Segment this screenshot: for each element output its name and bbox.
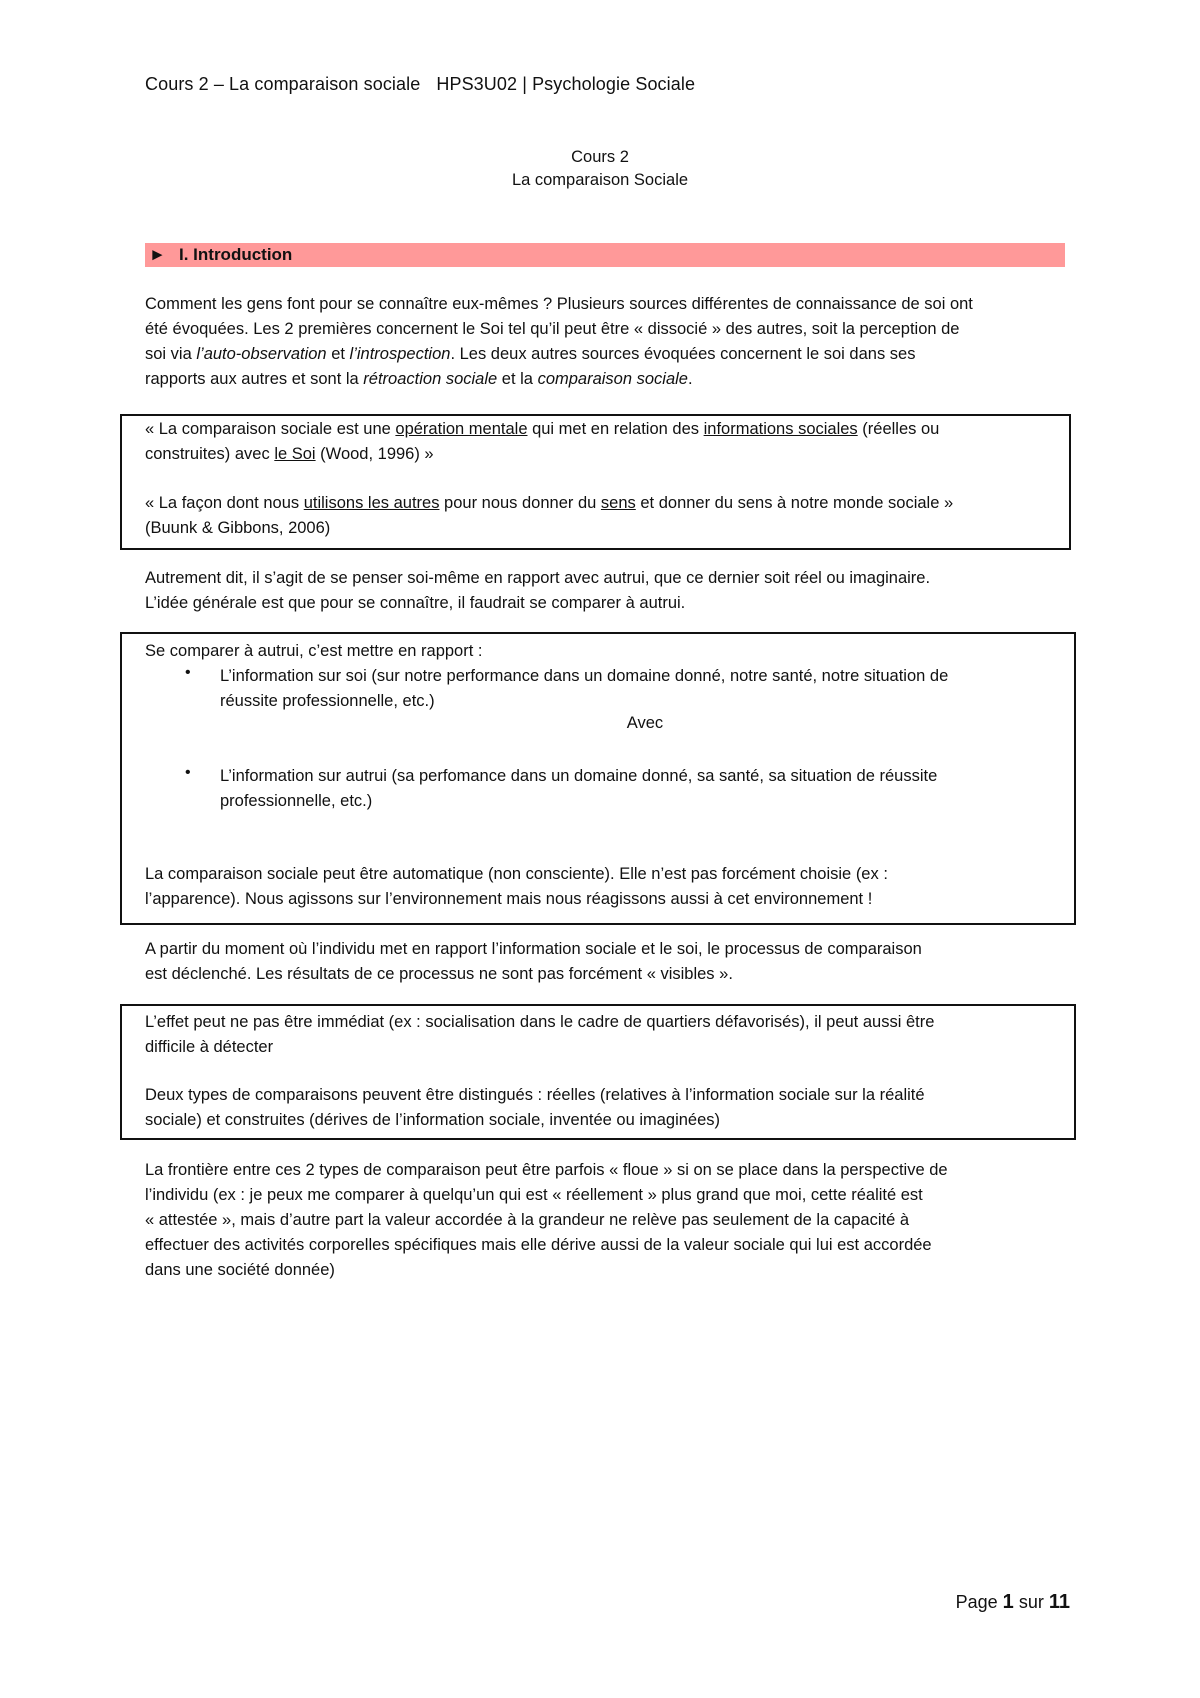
text-line: été évoquées. Les 2 premières concernent le Soi tel qu’il peut être « dissocié » des autres, soit la perception de — [145, 320, 960, 338]
avec-label: Avec — [626, 714, 664, 732]
page-number: Page 1 sur 11 — [955, 1591, 1070, 1613]
section-heading — [145, 243, 1065, 267]
header-course: Cours 2 – La comparaison sociale — [145, 74, 421, 94]
text-line: « attestée », mais d’autre part la valeur accordée à la grandeur ne relève pas seulement de la capacité à — [145, 1211, 910, 1229]
bullet-icon: • — [185, 664, 191, 681]
bullet-icon: • — [185, 764, 191, 781]
comparison-automatic-note: La comparaison sociale peut être automatique (non consciente). Elle n’est pas forcément choisie (ex : l’apparence). Nous agissons sur l’environnement mais nous réagissons aussi à cet environnement ! — [145, 865, 888, 908]
paragraph-3 — [145, 937, 1080, 987]
doc-title-line1: Cours 2 — [571, 148, 629, 166]
paragraph-2 — [145, 566, 1080, 616]
text-line: Comment les gens font pour se connaître eux-mêmes ? Plusieurs sources différentes de connaissance de soi ont — [145, 295, 973, 313]
text-line: est déclenché. Les résultats de ce processus ne sont pas forcément « visibles ». — [145, 965, 733, 983]
text-line: L’idée générale est que pour se connaître, il faudrait se comparer à autrui. — [145, 594, 686, 612]
intro-paragraph — [145, 292, 1080, 392]
text-line: soi via l’auto-observation et l’introspection. Les deux autres sources évoquées concernent le soi dans ses — [145, 345, 916, 363]
text-line: A partir du moment où l’individu met en rapport l’information sociale et le soi, le processus de comparaison — [145, 940, 922, 958]
bullet-self-info: L’information sur soi (sur notre performance dans un domaine donné, notre santé, notre situation de réussite professionnelle, etc.) — [220, 667, 949, 710]
text-line: rapports aux autres et sont la rétroaction sociale et la comparaison sociale. — [145, 370, 693, 388]
page-header — [145, 74, 695, 95]
bullet-other-info: L’information sur autrui (sa perfomance dans un domaine donné, sa santé, sa situation de réussite professionnelle, etc.) — [220, 767, 938, 810]
header-code: HPS3U02 | Psychologie Sociale — [436, 74, 696, 94]
section-title: I. Introduction — [179, 245, 293, 264]
text-line: dans une société donnée) — [145, 1261, 335, 1279]
doc-title-line2: La comparaison Sociale — [511, 171, 689, 189]
effect-note: L’effet peut ne pas être immédiat (ex : socialisation dans le cadre de quartiers défavorisés), il peut aussi être difficile à détecter — [145, 1013, 935, 1056]
text-line: Autrement dit, il s’agit de se penser soi-même en rapport avec autrui, que ce dernier soit réel ou imaginaire. — [145, 569, 931, 587]
paragraph-4 — [145, 1158, 1080, 1283]
comparison-intro: Se comparer à autrui, c’est mettre en rapport : — [145, 642, 483, 660]
text-line: La frontière entre ces 2 types de comparaison peut être parfois « floue » si on se place dans la perspective de — [145, 1161, 948, 1179]
arrow-icon: ► — [149, 245, 166, 264]
text-line: effectuer des activités corporelles spécifiques mais elle dérive aussi de la valeur sociale qui lui est accordée — [145, 1236, 932, 1254]
comparison-types-note: Deux types de comparaisons peuvent être distingués : réelles (relatives à l’information sociale sur la réalité sociale) et construites (dérives de l’information sociale, inventée ou imaginées) — [145, 1086, 925, 1129]
definition-quote-1: « La comparaison sociale est une opération mentale qui met en relation des informations sociales (réelles ou construites) avec le Soi (Wood, 1996) » — [145, 420, 940, 463]
definition-quote-2: « La façon dont nous utilisons les autres pour nous donner du sens et donner du sens à notre monde sociale » (Buunk & Gibbons, 2006) — [145, 494, 954, 537]
text-line: l’individu (ex : je peux me comparer à quelqu’un qui est « réellement » plus grand que moi, cette réalité est — [145, 1186, 923, 1204]
